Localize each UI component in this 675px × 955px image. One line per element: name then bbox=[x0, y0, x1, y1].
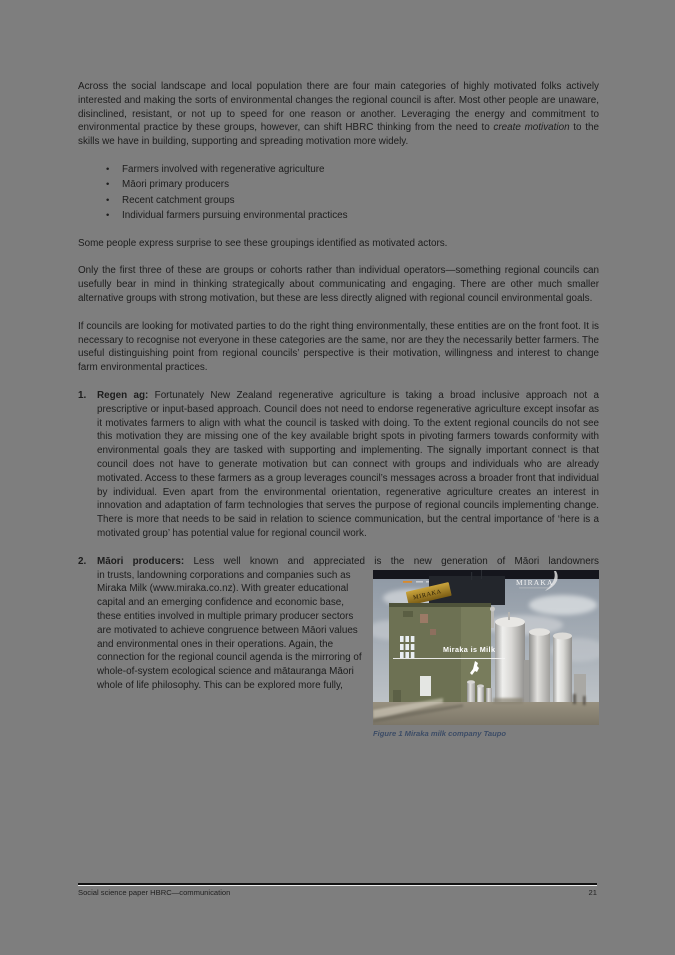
vent bbox=[430, 629, 436, 635]
list-item: • Recent catchment groups bbox=[122, 194, 599, 208]
item-first-line bbox=[97, 555, 599, 569]
item-text-rest: in trusts, landowning corporations and companies such as Miraka Milk (www.miraka.co.nz). With greater educational capital and an emerging confidence and economic base, these entities involved in multiple primary producer sectors are motivated to achieve congruence between Māori values and environmental ones in their operations. Again, the connection for the regional council agenda is the mirroring of whole-of-system ecological science and mātauranga Māori whole of life philosophy. This can be explored more fully, bbox=[97, 569, 362, 691]
footer-title: Social science paper HBRC—communication bbox=[78, 888, 231, 897]
paragraph-cohorts: Only the first three of these are groups or cohorts rather than individual operators—something regional councils can usefully bear in mind in thinking strategically about communicating and engaging. There are other much smaller alternative groups with strong motivation, but these are less directly aligned with regional council environmental goals. bbox=[78, 265, 599, 305]
figure-caption: Figure 1 Miraka milk company Taupo bbox=[373, 728, 507, 738]
overlay-title: Miraka is Milk bbox=[443, 644, 496, 654]
silo-right bbox=[553, 632, 572, 710]
building-sign-text: MIRAKA bbox=[412, 588, 443, 601]
page-number: 21 bbox=[588, 888, 597, 897]
figure-miraka bbox=[373, 570, 599, 738]
item-body bbox=[97, 389, 599, 541]
item-label: Māori producers: bbox=[97, 555, 185, 567]
item-body bbox=[97, 555, 599, 738]
numbered-item-maori-producers bbox=[78, 555, 599, 738]
page-content bbox=[78, 80, 599, 752]
page-footer bbox=[78, 883, 597, 898]
silo-mid bbox=[529, 628, 550, 710]
intro-text-post: to the skills we have in building, supporting and spreading motivation more widely. bbox=[78, 122, 599, 148]
item-text-line1: Less well known and appreciated is the new generation of Māori landowners bbox=[184, 555, 599, 567]
numbered-item-regen-ag bbox=[78, 389, 599, 541]
item-text: Fortunately New Zealand regenerative agriculture is taking a broad inclusive approach not a prescriptive or input-based approach. Council does not need to endorse regenerative agriculture except insofar as it motivates farmers to align with what the council is tasked with doing. To the extent regional councils do not see this motivation they are missing one of the key available bright spots in pivoting farmers towards conformity with environmental goals they are tasked with supporting and implementing. The signally important connect is that council does not have to generate motivation but can connect with groups and individuals who are already motivated. Access to these farmers as a group leverages council’s messages across a broader front that individual by individual. Even apart from the environmental orientation, regenerative agriculture creates an interest in innovation and adaptation of farm technologies that serves the purpose of regional councils implementing change. There is more that needs to be said in relation to science communication, but the central importance of ‘here is a motivated group’ has potential value for regional council work. bbox=[97, 390, 599, 540]
logo-text: MIRAKA bbox=[516, 577, 554, 587]
item-number: 1. bbox=[78, 390, 87, 402]
list-item: • Māori primary producers bbox=[122, 178, 599, 192]
intro-text-italic: create motivation bbox=[493, 122, 570, 134]
paragraph-front-foot: If councils are looking for motivated parties to do the right thing environmentally, these entities are on the front foot. It is necessary to recognise not everyone in these categories are the same, nor are they the necessarily better farmers. The useful distinguishing point from regional councils’ perspective is their motivation, willingness and interest to change farm environmental practices. bbox=[78, 320, 599, 374]
list-item: • Individual farmers pursuing environmental practices bbox=[122, 209, 599, 223]
paragraph-intro bbox=[78, 80, 599, 149]
item-number: 2. bbox=[78, 555, 87, 567]
footer-rule bbox=[78, 883, 597, 886]
text-and-figure-row bbox=[97, 569, 599, 738]
vent bbox=[420, 614, 428, 623]
list-item: • Farmers involved with regenerative agriculture bbox=[122, 163, 599, 177]
silo-large bbox=[495, 612, 525, 710]
item-label: Regen ag: bbox=[97, 390, 149, 402]
paragraph-surprise: Some people express surprise to see these groupings identified as motivated actors. bbox=[78, 237, 448, 249]
door bbox=[420, 676, 431, 696]
intro-text-pre: Across the social landscape and local population there are four main categories of highly motivated folks actively interested and making the sorts of environmental changes the regional council is after. Most other people are unaware, disinclined, resistant, or not up to speed for one reason or another. Leveraging the energy and commitment to environmental practice by these groups, however, can shift HBRC thinking from the need to bbox=[78, 81, 599, 134]
miraka-factory-photo bbox=[373, 570, 599, 725]
windows bbox=[400, 636, 414, 658]
motivated-groups-list bbox=[78, 163, 599, 223]
